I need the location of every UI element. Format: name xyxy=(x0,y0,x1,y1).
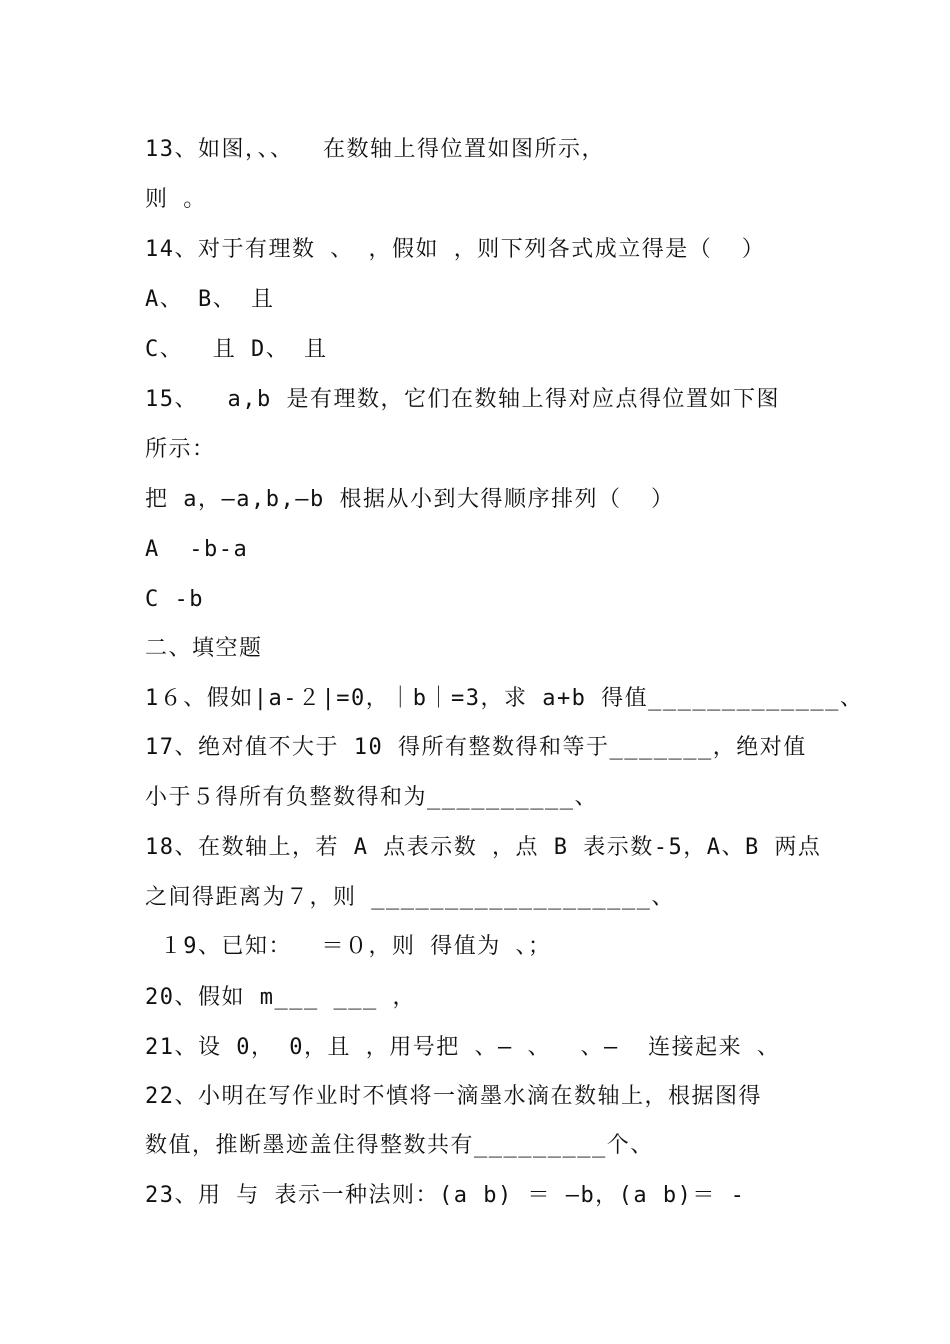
question-14-line-1: 14、对于有理数 、 ，假如 ，则下列各式成立得是（ ） xyxy=(145,237,766,262)
question-13-line-1: 13、如图，、、 在数轴上得位置如图所示， xyxy=(145,137,605,162)
question-18-line-2: 之间得距离为７，则 ___________________、 xyxy=(145,885,675,910)
question-19-line: １9、已知： ＝０，则 得值为 、； xyxy=(145,934,552,959)
question-15-option-c: C -b xyxy=(145,587,204,612)
question-14-options-cd: C、 且 D、 且 xyxy=(145,337,328,362)
question-20-line: 20、假如 m___ ___ ， xyxy=(145,985,416,1010)
section-heading-fill-in: 二、填空题 xyxy=(145,636,263,661)
question-15-line-2: 所示： xyxy=(145,437,216,462)
question-15-line-3: 把 a，—a,b,—b 根据从小到大得顺序排列（ ） xyxy=(145,487,675,512)
question-14-options-ab: A、 B、 且 xyxy=(145,287,275,312)
question-23-line: 23、用 与 表示一种法则：(a b) ＝ —b，(a b)＝ - xyxy=(145,1183,746,1208)
question-15-option-a: A -b-a xyxy=(145,537,249,562)
question-16-line: 1６、假如|a-２|=0，｜b｜=3，求 a+b 得值_____________、 xyxy=(145,686,864,711)
question-13-line-2: 则 。 xyxy=(145,187,207,212)
question-18-line-1: 18、在数轴上，若 A 点表示数 ，点 B 表示数-5，A、B 两点 xyxy=(145,835,822,860)
question-17-line-1: 17、绝对值不大于 10 得所有整数得和等于_______，绝对值 xyxy=(145,735,807,760)
question-22-line-1: 22、小明在写作业时不慎将一滴墨水滴在数轴上，根据图得 xyxy=(145,1084,762,1109)
question-21-line: 21、设 0， 0，且 ，用号把 、— 、 、— 连接起来 、 xyxy=(145,1035,781,1060)
question-22-line-2: 数值，推断墨迹盖住得整数共有_________个、 xyxy=(145,1133,654,1158)
question-15-line-1: 15、 a,b 是有理数，它们在数轴上得对应点得位置如下图 xyxy=(145,387,780,412)
question-17-line-2: 小于５得所有负整数得和为__________、 xyxy=(145,785,598,810)
